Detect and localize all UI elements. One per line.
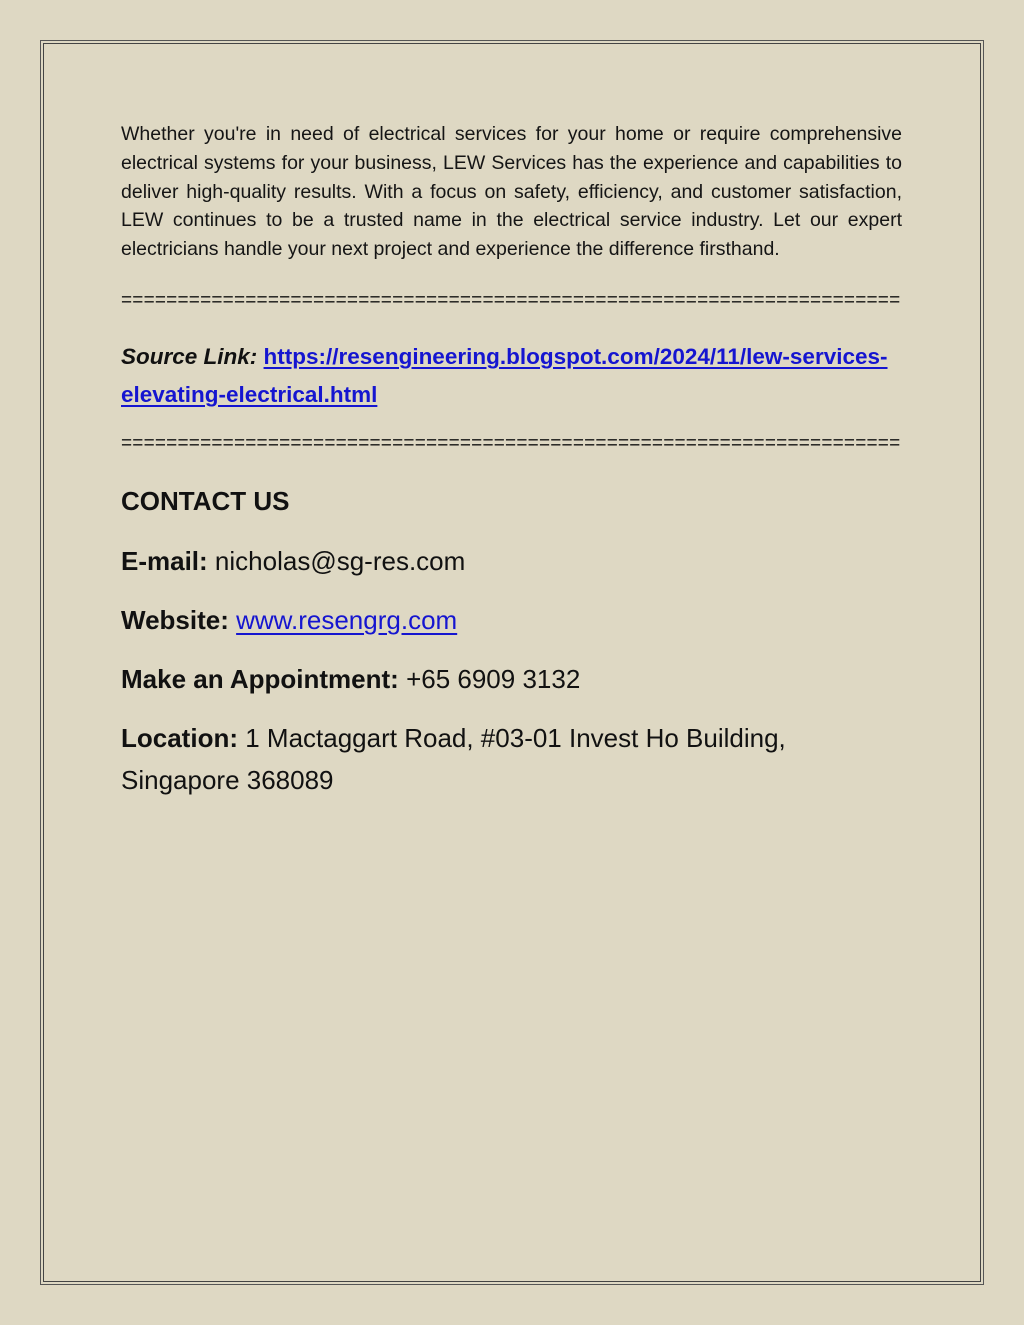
separator-top: ===================================================================== — [121, 289, 901, 311]
separator-bottom: ===================================================================== — [121, 432, 901, 454]
appointment-row — [121, 658, 902, 700]
location-value: 1 Mactaggart Road, #03-01 Invest Ho Building, Singapore 368089 — [121, 722, 786, 795]
location-row — [121, 717, 902, 801]
contact-heading: CONTACT US — [121, 485, 290, 516]
email-label: E-mail: — [121, 545, 208, 576]
website-label: Website: — [121, 604, 229, 635]
document-content — [121, 120, 902, 801]
email-row — [121, 540, 902, 582]
website-row — [121, 599, 902, 641]
location-label: Location: — [121, 722, 238, 753]
intro-paragraph: Whether you're in need of electrical services for your home or require comprehensive electrical systems for your business, LEW Services has the experience and capabilities to deliver high-quality results. With a focus on safety, efficiency, and customer satisfaction, LEW continues to be a trusted name in the electrical service industry. Let our expert electricians handle your next project and experience the difference firsthand. — [121, 123, 902, 261]
website-link[interactable]: www.resengrg.com — [236, 604, 458, 635]
appointment-label: Make an Appointment: — [121, 663, 399, 694]
source-link[interactable]: https://resengineering.blogspot.com/2024/11/lew-services-elevating-electrical.html — [121, 343, 888, 407]
email-value: nicholas@sg-res.com — [214, 545, 466, 576]
source-block — [121, 338, 902, 414]
appointment-phone: +65 6909 3132 — [406, 663, 581, 694]
source-label: Source Link: — [121, 343, 258, 369]
